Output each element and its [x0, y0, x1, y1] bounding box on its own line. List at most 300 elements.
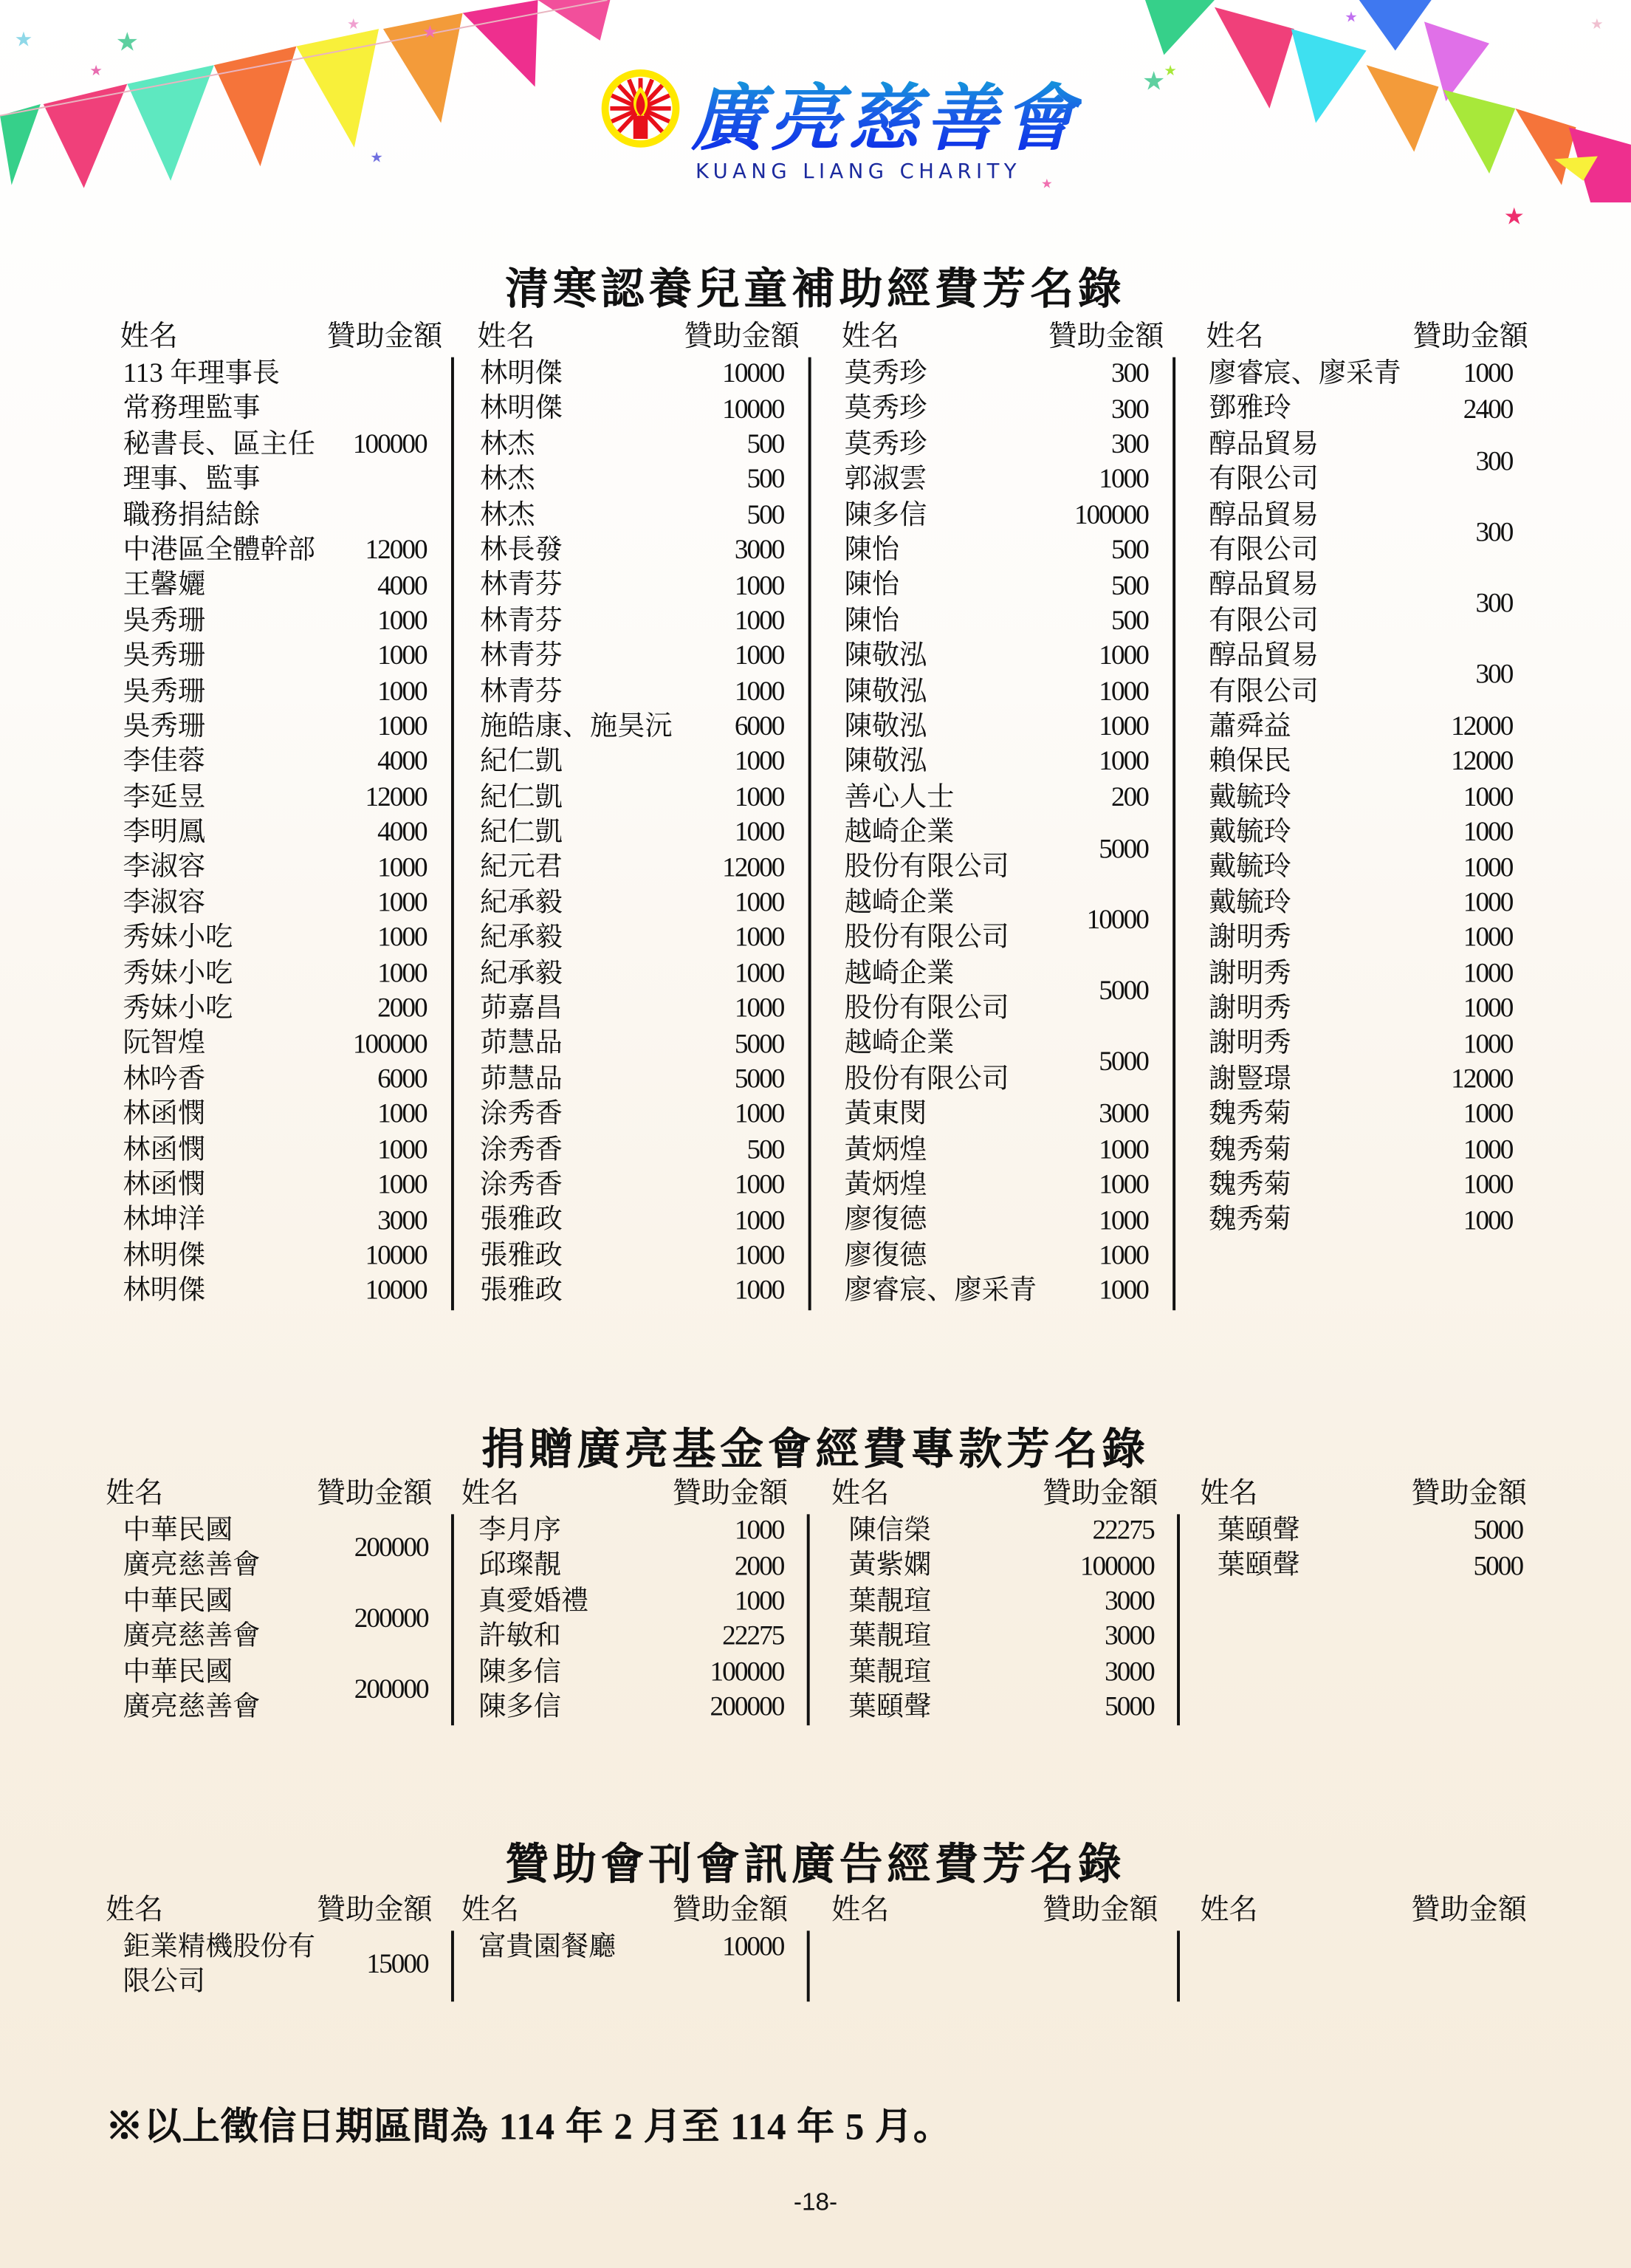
- donor-entry: [461, 1690, 807, 1726]
- donor-entry: [477, 428, 808, 463]
- brand-name-chinese: 廣亮慈善會: [691, 61, 1082, 165]
- donor-entry: [477, 1239, 808, 1275]
- donation-amount: 200000: [354, 1533, 428, 1564]
- donor-name: 林青芬: [480, 676, 563, 707]
- column-header-name: 姓名: [1206, 321, 1264, 353]
- donation-amount: 300: [1475, 447, 1513, 478]
- donor-name: 林杰: [480, 429, 535, 460]
- donor-entry: [831, 1690, 1177, 1726]
- donor-rows: [831, 1514, 1180, 1726]
- donation-amount: 12000: [1451, 1064, 1513, 1095]
- donor-entry: [461, 1930, 807, 1966]
- donor-name: 戴毓玲: [1209, 781, 1291, 812]
- donor-entry: [842, 1098, 1172, 1134]
- donor-name: 林吟香: [123, 1063, 206, 1095]
- column-header-amount: 贊助金額: [684, 321, 800, 353]
- donor-name: 林函憫: [123, 1170, 206, 1201]
- donation-amount: 1000: [1463, 1100, 1513, 1131]
- donor-name: 林長發: [480, 535, 563, 566]
- donation-amount: 100000: [1079, 1551, 1154, 1582]
- donor-entry: [842, 675, 1172, 710]
- donor-name: 邱璨靚: [478, 1551, 561, 1582]
- donor-name: 真愛婚禮: [478, 1586, 589, 1617]
- donor-entry: [1206, 1134, 1536, 1169]
- donor-name: 鄧雅玲: [1209, 394, 1291, 425]
- donation-amount: 1000: [1099, 676, 1148, 708]
- donor-name: 秀妹小吃: [123, 922, 233, 954]
- donation-amount: 3000: [1105, 1621, 1154, 1653]
- donation-amount: 1000: [734, 676, 784, 708]
- donor-entry: [120, 745, 451, 781]
- donation-amount: 1000: [734, 1586, 784, 1617]
- donor-name: 有限公司: [1209, 676, 1319, 707]
- svg-text:★: ★: [422, 22, 438, 42]
- donor-entry: [477, 1204, 808, 1239]
- donor-entry: [477, 1098, 808, 1134]
- donation-amount: 1000: [734, 782, 784, 813]
- donation-amount: 1000: [1099, 1241, 1148, 1272]
- donation-amount: 200000: [710, 1692, 784, 1723]
- svg-text:★: ★: [370, 150, 383, 166]
- donor-rows: [1206, 357, 1536, 1310]
- donor-entry: [477, 569, 808, 604]
- donation-amount: 1000: [1099, 641, 1148, 672]
- donor-name: 股份有限公司: [844, 922, 1009, 954]
- donor-entry: [1206, 745, 1536, 781]
- donor-entry: [120, 781, 451, 816]
- donor-rows: [1200, 1514, 1545, 1726]
- donor-entry: [461, 1514, 807, 1549]
- donation-amount: 500: [1110, 535, 1148, 566]
- donor-name: 蕭舜益: [1209, 711, 1291, 742]
- donation-amount: 2400: [1463, 394, 1513, 425]
- donation-amount: 1000: [377, 1134, 427, 1165]
- donation-amount: 1000: [1463, 359, 1513, 390]
- column-header-amount: 贊助金額: [316, 1894, 433, 1927]
- donor-name: 陳敬泓: [844, 711, 927, 742]
- donation-amount: 3000: [1099, 1100, 1148, 1131]
- donor-name: 紀元君: [480, 852, 563, 883]
- donation-amount: 100000: [352, 429, 427, 460]
- donor-name: 秘書長、區主任: [123, 429, 315, 460]
- donor-name: 紀承毅: [480, 888, 563, 919]
- donation-amount: 100000: [352, 1029, 427, 1060]
- donor-entry: [842, 957, 1172, 1028]
- donor-name: 股份有限公司: [844, 852, 1009, 883]
- donor-name: 陳怡: [844, 535, 900, 566]
- donor-name: 113 年理事長: [123, 358, 281, 389]
- donor-name: 葉靚瑄: [848, 1621, 932, 1652]
- donor-entry: [106, 1655, 451, 1726]
- donor-entry: [1206, 499, 1536, 569]
- donation-amount: 1000: [1463, 993, 1513, 1024]
- donation-amount: 1000: [734, 817, 784, 849]
- donor-name: 謝豎璟: [1209, 1063, 1291, 1095]
- donor-entry: [1206, 957, 1536, 993]
- donor-entry: [477, 604, 808, 640]
- footer-note: ※以上徵信日期區間為 114 年 2 月至 114 年 5 月。: [105, 2106, 952, 2148]
- donation-amount: 1000: [734, 993, 784, 1024]
- donor-name: 陳怡: [844, 570, 900, 601]
- donor-entry: [842, 1027, 1172, 1098]
- donor-entry: [477, 1134, 808, 1169]
- donor-entry: [461, 1655, 807, 1690]
- donor-name: 黃紫嫻: [848, 1551, 932, 1582]
- column-header-amount: 贊助金額: [672, 1478, 789, 1510]
- donation-amount: 1000: [734, 888, 784, 919]
- donor-name: 陳多信: [844, 499, 927, 530]
- donor-name: 郭淑雲: [844, 464, 927, 496]
- donation-amount: 1000: [734, 1205, 784, 1236]
- donor-entry: [477, 675, 808, 710]
- donation-amount: 5000: [1099, 976, 1148, 1007]
- donor-name: 林坤洋: [123, 1205, 206, 1236]
- donor-name: 中港區全體幹部: [123, 535, 315, 566]
- donation-amount: 1000: [734, 570, 784, 601]
- donor-entry: [842, 499, 1172, 534]
- donation-amount: 1000: [1463, 959, 1513, 990]
- svg-text:★: ★: [1040, 176, 1053, 191]
- donor-entry: [842, 569, 1172, 604]
- donation-amount: 1000: [1099, 1205, 1148, 1236]
- donation-amount: 1000: [1463, 782, 1513, 813]
- donor-entry: [1206, 1204, 1536, 1239]
- svg-text:★: ★: [89, 63, 103, 79]
- donor-entry: [842, 1275, 1172, 1310]
- column-header-name: 姓名: [120, 321, 178, 353]
- donation-amount: 300: [1110, 359, 1148, 390]
- donation-amount: 100000: [710, 1657, 784, 1688]
- donor-rows: [842, 357, 1175, 1310]
- donor-name: 廣亮慈善會: [123, 1621, 261, 1652]
- donor-entry: [1206, 640, 1536, 710]
- donor-name: 葉頤聲: [1217, 1551, 1300, 1582]
- donor-name: 涂秀香: [480, 1099, 563, 1130]
- donor-entry: [1206, 992, 1536, 1027]
- donor-entry: [831, 1585, 1177, 1620]
- donation-amount: 1000: [1099, 1134, 1148, 1165]
- donor-name: 林明傑: [480, 394, 563, 425]
- donation-amount: 1000: [734, 923, 784, 954]
- donation-amount: 1000: [1463, 1134, 1513, 1165]
- donor-entry: [842, 1168, 1172, 1204]
- donor-entry: [1206, 781, 1536, 816]
- column-header-name: 姓名: [477, 321, 535, 353]
- donor-entry: [477, 499, 808, 534]
- donor-entry: [477, 1027, 808, 1063]
- donor-name: 常務理監事: [123, 394, 261, 425]
- donation-amount: 22275: [722, 1621, 784, 1653]
- donor-entry: [842, 640, 1172, 675]
- section-title-foundation-donations: 捐贈廣亮基金會經費專款芳名錄: [481, 1425, 1150, 1474]
- donor-name: 紀承毅: [480, 922, 563, 954]
- donor-rows: [106, 1930, 454, 2001]
- donor-name: 廣亮慈善會: [123, 1551, 261, 1582]
- donor-entry: [477, 992, 808, 1027]
- donation-amount: 1000: [734, 1170, 784, 1201]
- svg-text:★: ★: [1345, 10, 1358, 26]
- donor-name: 吳秀珊: [123, 676, 206, 707]
- column-header-name: 姓名: [1200, 1478, 1258, 1510]
- donor-name: 林函憫: [123, 1099, 206, 1130]
- donor-name: 謝明秀: [1209, 922, 1291, 954]
- donation-amount: 500: [746, 500, 784, 531]
- donor-name: 紀仁凱: [480, 781, 563, 812]
- donor-entry: [831, 1514, 1177, 1549]
- column-header-name: 姓名: [105, 1478, 164, 1510]
- donor-rows: [120, 357, 454, 1310]
- donor-name: 陳怡: [844, 606, 900, 637]
- donor-name: 醇品貿易: [1209, 570, 1319, 601]
- donation-amount: 500: [746, 465, 784, 496]
- donor-name: 富貴園餐廳: [478, 1932, 617, 1963]
- donation-amount: 500: [1110, 570, 1148, 601]
- column-header-amount: 贊助金額: [1411, 1478, 1527, 1510]
- donation-amount: 22275: [1092, 1515, 1154, 1546]
- donor-name: 林杰: [480, 464, 535, 496]
- donor-name: 莫秀珍: [844, 358, 927, 389]
- donor-name: 張雅政: [480, 1240, 563, 1271]
- donation-amount: 500: [746, 1134, 784, 1165]
- donor-entry: [842, 463, 1172, 499]
- donor-entry: [842, 604, 1172, 640]
- svg-text:★: ★: [1164, 63, 1177, 79]
- donor-entry: [842, 710, 1172, 745]
- donor-name: 茆慧品: [480, 1029, 563, 1060]
- donor-entry: [831, 1549, 1177, 1585]
- donor-name: 謝明秀: [1209, 1029, 1291, 1060]
- donation-amount: 10000: [1086, 905, 1148, 936]
- donor-entry: [461, 1549, 807, 1585]
- donor-name: 股份有限公司: [844, 993, 1009, 1024]
- donor-rows: [477, 357, 811, 1310]
- donation-amount: 1000: [1463, 1170, 1513, 1201]
- donor-entry: [477, 710, 808, 745]
- donor-entry: [842, 534, 1172, 569]
- donor-entry: [120, 710, 451, 745]
- donor-entry: [842, 1239, 1172, 1275]
- donor-entry: [1206, 1027, 1536, 1063]
- donor-name: 葉靚瑄: [848, 1657, 932, 1688]
- donor-name: 醇品貿易: [1209, 499, 1319, 530]
- donation-amount: 1000: [1463, 923, 1513, 954]
- donation-amount: 1000: [734, 1241, 784, 1272]
- donor-rows: [1200, 1930, 1545, 2001]
- donor-entry: [831, 1655, 1177, 1690]
- donation-amount: 2000: [377, 993, 427, 1024]
- donor-entry: [120, 1063, 451, 1098]
- donor-name: 職務捐結餘: [123, 499, 261, 530]
- donor-name: 林青芬: [480, 640, 563, 671]
- column-header-name: 姓名: [831, 1894, 890, 1927]
- column-header-amount: 贊助金額: [672, 1894, 789, 1927]
- donation-amount: 4000: [377, 747, 427, 778]
- donation-amount: 2000: [734, 1551, 784, 1582]
- bunting-right: [1145, 0, 1631, 202]
- donation-amount: 500: [746, 429, 784, 460]
- donor-rows: [106, 1514, 454, 1726]
- donor-name: 吳秀珊: [123, 606, 206, 637]
- donation-amount: 1000: [734, 641, 784, 672]
- donor-name: 中華民國: [123, 1515, 233, 1546]
- donor-entry: [1200, 1549, 1545, 1585]
- donation-amount: 1000: [734, 959, 784, 990]
- donor-name: 葉頤聲: [1217, 1515, 1300, 1546]
- donor-name: 許敏和: [478, 1621, 561, 1652]
- donor-entry: [477, 357, 808, 393]
- donation-amount: 12000: [365, 782, 427, 813]
- donor-name: 李月序: [478, 1515, 561, 1546]
- donor-name: 李淑容: [123, 852, 206, 883]
- donor-name: 有限公司: [1209, 464, 1319, 496]
- donor-name: 廖復德: [844, 1240, 927, 1271]
- donor-name: 黃東閔: [844, 1099, 927, 1130]
- column-header-amount: 贊助金額: [1411, 1894, 1527, 1927]
- donor-name: 林函憫: [123, 1134, 206, 1165]
- donation-amount: 1000: [377, 606, 427, 637]
- section-title-newsletter-ads: 贊助會刊會訊廣告經費芳名錄: [505, 1840, 1126, 1889]
- donor-entry: [831, 1620, 1177, 1656]
- donor-name: 李淑容: [123, 888, 206, 919]
- donor-entry: [1206, 922, 1536, 957]
- donation-amount: 1000: [1463, 1029, 1513, 1060]
- donor-name: 股份有限公司: [844, 1063, 1009, 1095]
- donor-name: 陳敬泓: [844, 640, 927, 671]
- donor-name: 陳信榮: [848, 1515, 932, 1546]
- donor-entry: [1206, 1098, 1536, 1134]
- donor-name: 陳多信: [478, 1657, 561, 1688]
- donor-entry: [120, 1239, 451, 1275]
- donor-name: 黃炳煌: [844, 1134, 927, 1165]
- donor-name: 有限公司: [1209, 535, 1319, 566]
- donor-entry: [120, 851, 451, 886]
- donor-name: 賴保民: [1209, 747, 1291, 778]
- donation-amount: 12000: [722, 852, 784, 883]
- donor-entry: [120, 1098, 451, 1134]
- donor-entry: [1206, 886, 1536, 922]
- donor-entry: [120, 640, 451, 675]
- donor-name: 醇品貿易: [1209, 429, 1319, 460]
- donor-name: 魏秀菊: [1209, 1134, 1291, 1165]
- donor-entry: [120, 357, 451, 534]
- donor-entry: [477, 781, 808, 816]
- donor-entry: [1206, 851, 1536, 886]
- donation-amount: 4000: [377, 570, 427, 601]
- donor-entry: [477, 1168, 808, 1204]
- donation-amount: 1000: [377, 888, 427, 919]
- donor-entry: [120, 816, 451, 852]
- donor-name: 限公司: [123, 1967, 206, 1998]
- donor-entry: [120, 1027, 451, 1063]
- column-header-amount: 贊助金額: [1042, 1894, 1158, 1927]
- donor-entry: [842, 1134, 1172, 1169]
- donor-entry: [842, 781, 1172, 816]
- donor-name: 茆慧品: [480, 1063, 563, 1095]
- donor-name: 秀妹小吃: [123, 993, 233, 1024]
- donor-entry: [477, 745, 808, 781]
- column-header-name: 姓名: [841, 321, 900, 353]
- donor-name: 紀仁凱: [480, 817, 563, 848]
- donor-name: 陳敬泓: [844, 676, 927, 707]
- donation-amount: 5000: [1099, 835, 1148, 866]
- donor-name: 林明傑: [123, 1240, 206, 1271]
- donation-amount: 1000: [734, 606, 784, 637]
- column-header-name: 姓名: [461, 1478, 520, 1510]
- column-header-name: 姓名: [105, 1894, 164, 1927]
- donation-amount: 5000: [1473, 1551, 1523, 1582]
- donor-name: 魏秀菊: [1209, 1205, 1291, 1236]
- donation-amount: 1000: [377, 711, 427, 742]
- donor-entry: [120, 604, 451, 640]
- donor-name: 魏秀菊: [1209, 1099, 1291, 1130]
- donor-name: 王馨孋: [123, 570, 206, 601]
- svg-text:★: ★: [1503, 203, 1525, 230]
- donation-amount: 10000: [365, 1241, 427, 1272]
- svg-text:★: ★: [1590, 17, 1604, 33]
- donation-amount: 1000: [734, 1275, 784, 1307]
- donor-entry: [1206, 1063, 1536, 1098]
- donor-entry: [120, 675, 451, 710]
- donation-amount: 300: [1110, 429, 1148, 460]
- donor-name: 廣亮慈善會: [123, 1692, 261, 1723]
- donor-entry: [461, 1585, 807, 1620]
- donor-entry: [120, 1134, 451, 1169]
- donor-name: 越崎企業: [844, 888, 955, 919]
- donation-amount: 1000: [1463, 817, 1513, 849]
- donor-name: 阮智煌: [123, 1029, 206, 1060]
- donor-name: 理事、監事: [123, 464, 261, 496]
- donor-rows: [461, 1930, 810, 2001]
- donor-entry: [477, 816, 808, 852]
- donor-name: 秀妹小吃: [123, 958, 233, 989]
- donor-entry: [120, 569, 451, 604]
- donation-amount: 1000: [377, 852, 427, 883]
- donation-amount: 1000: [377, 1100, 427, 1131]
- donation-amount: 300: [1475, 659, 1513, 690]
- donor-entry: [120, 886, 451, 922]
- donation-amount: 300: [1475, 588, 1513, 619]
- donor-name: 紀仁凱: [480, 747, 563, 778]
- donation-amount: 5000: [734, 1064, 784, 1095]
- donation-amount: 1000: [1463, 888, 1513, 919]
- donor-entry: [842, 745, 1172, 781]
- donation-amount: 1000: [377, 676, 427, 708]
- donor-name: 茆嘉昌: [480, 993, 563, 1024]
- donor-name: 戴毓玲: [1209, 888, 1291, 919]
- donor-entry: [842, 816, 1172, 887]
- donor-entry: [842, 886, 1172, 957]
- donor-entry: [477, 640, 808, 675]
- donor-name: 廖復德: [844, 1205, 927, 1236]
- donation-amount: 15000: [366, 1950, 428, 1981]
- donation-amount: 12000: [365, 535, 427, 566]
- donation-amount: 6000: [734, 711, 784, 742]
- donation-amount: 12000: [1451, 711, 1513, 742]
- column-header-amount: 贊助金額: [316, 1478, 433, 1510]
- donor-entry: [1206, 392, 1536, 428]
- donor-rows: [461, 1514, 810, 1726]
- donor-name: 吳秀珊: [123, 640, 206, 671]
- donor-entry: [477, 463, 808, 499]
- donation-amount: 5000: [1105, 1692, 1154, 1723]
- column-header-amount: 贊助金額: [1412, 321, 1528, 353]
- donation-amount: 200: [1110, 782, 1148, 813]
- donor-entry: [477, 922, 808, 957]
- donor-entry: [461, 1620, 807, 1656]
- donation-amount: 1000: [377, 1170, 427, 1201]
- donor-name: 鉅業精機股份有: [123, 1932, 315, 1963]
- donation-amount: 10000: [365, 1275, 427, 1307]
